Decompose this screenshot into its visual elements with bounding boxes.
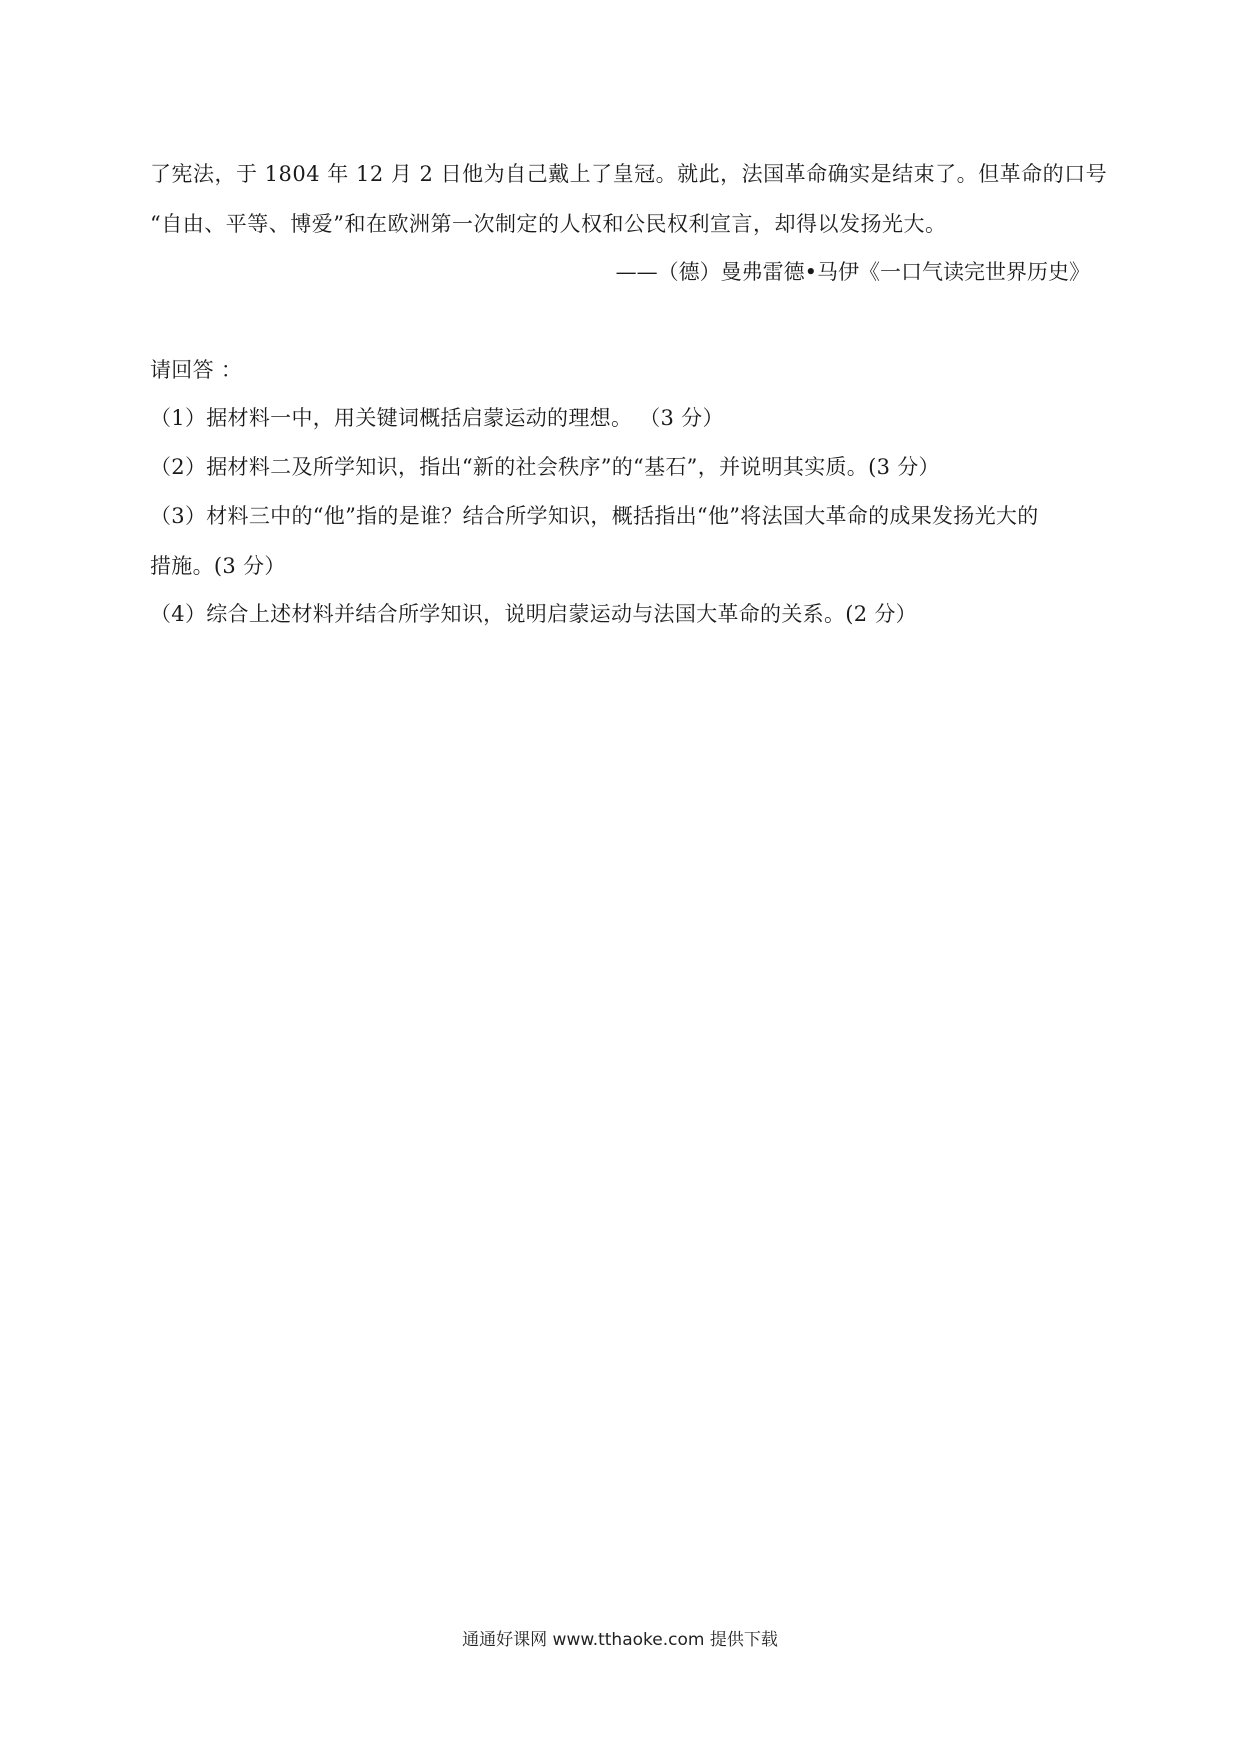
material-text-line-2: “自由、平等、博爱”和在欧洲第一次制定的人权和公民权利宣言，却得以发扬光大。 [150,212,947,236]
material-text-line-1: 了宪法，于 1804 年 12 月 2 日他为自己戴上了皇冠。就此，法国革命确实是结束了。但革命的口号 [150,162,1108,186]
question-3-line-2: 措施。(3 分） [150,554,286,578]
question-1: （1）据材料一中，用关键词概括启蒙运动的理想。 （3 分） [150,406,724,430]
question-prompt: 请回答 ： [150,358,243,382]
question-2: （2）据材料二及所学知识，指出“新的社会秩序”的“基石”，并说明其实质。(3 分） [150,455,940,479]
page-footer: 通通好课网 www.tthaoke.com 提供下载 [462,1630,778,1650]
question-3-line-1: （3）材料三中的“他”指的是谁？结合所学知识，概括指出“他”将法国大革命的成果发扬光大的 [150,504,1039,528]
material-source-citation: ——（德）曼弗雷德•马伊《一口气读完世界历史》 [615,260,1090,284]
question-4: （4）综合上述材料并结合所学知识，说明启蒙运动与法国大革命的关系。(2 分） [150,602,917,626]
